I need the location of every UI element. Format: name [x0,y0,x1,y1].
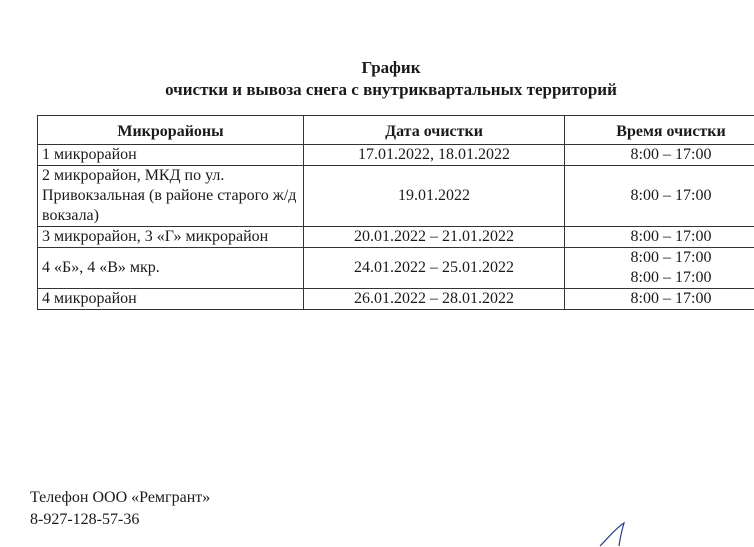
column-header-time: Время очистки [565,116,754,145]
table-row [38,166,754,227]
table-row [38,248,754,289]
time-value: 8:00 – 17:00 [630,269,712,286]
time-cell [565,166,754,227]
column-header-districts: Микрорайоны [38,116,304,145]
date-cell: 24.01.2022 – 25.01.2022 [304,248,565,289]
district-cell: 4 «Б», 4 «В» мкр. [38,248,304,289]
date-cell: 20.01.2022 – 21.01.2022 [304,227,565,248]
column-header-date: Дата очистки [304,116,565,145]
date-cell: 19.01.2022 [304,166,565,227]
signature-mark [594,520,634,547]
table-row [38,145,754,166]
district-cell: 1 микрорайон [38,145,304,166]
time-cell [565,248,754,289]
table-header-row [38,116,754,145]
time-value: 8:00 – 17:00 [630,187,712,204]
date-cell: 26.01.2022 – 28.01.2022 [304,289,565,310]
district-cell: 2 микрорайон, МКД по ул. Привокзальная (в районе старого ж/д вокзала) [38,166,304,227]
time-value: 8:00 – 17:00 [630,249,712,266]
date-cell: 17.01.2022, 18.01.2022 [304,145,565,166]
table-row [38,289,754,310]
district-cell: 4 микрорайон [38,289,304,310]
time-cell [565,145,754,166]
time-cell [565,289,754,310]
time-value: 8:00 – 17:00 [630,228,712,245]
time-cell [565,227,754,248]
footer-phone: 8-927-128-57-36 [30,511,140,528]
table-row [38,227,754,248]
footer-company: Телефон ООО «Ремгрант» [30,489,211,506]
document-title: График [361,58,421,77]
time-value: 8:00 – 17:00 [630,290,712,307]
district-cell: 3 микрорайон, 3 «Г» микрорайон [38,227,304,248]
document-subtitle: очистки и вывоза снега с внутриквартальных территорий [165,80,617,99]
time-value: 8:00 – 17:00 [630,146,712,163]
schedule-table [37,115,754,310]
